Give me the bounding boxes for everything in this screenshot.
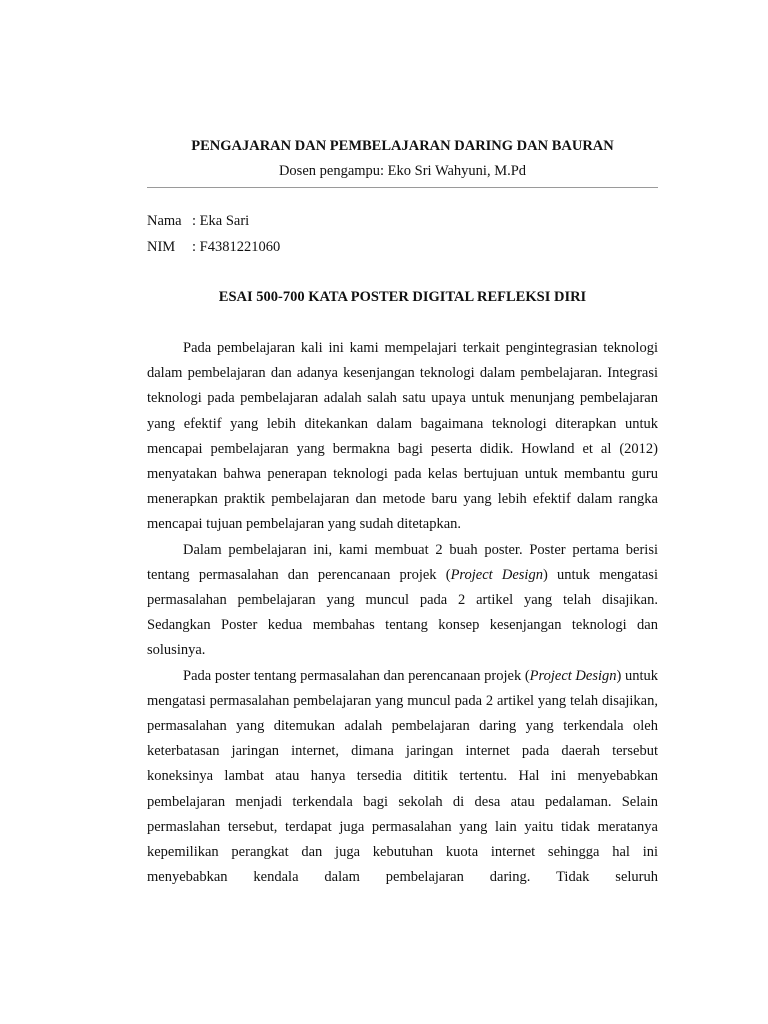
nim-value: : F4381221060 — [192, 239, 281, 255]
paragraph-3-text-b: ) untuk mengatasi permasalahan pembelajaran yang muncul pada 2 artikel yang telah disajikan, permasalahan yang ditemukan adalah pembelajaran daring yang terkendala oleh keterbatasan jaringan internet, dimana jaringan internet pada daerah tersebut koneksinya lambat atau hanya tersedia dititik tertentu. Hal ini menyebabkan pembelajaran menjadi terkendala bagi sekolah di desa atau pedalaman. Selain permaslahan tersebut, terdapat juga permasalahan yang lain yaitu tidak meratanya kepemilikan perangkat dan juga kebutuhan kuota internet sehingga hal ini menyebabkan kendala dalam pembelajaran daring. Tidak seluruh — [147, 667, 658, 886]
lecturer-line: Dosen pengampu: Eko Sri Wahyuni, M.Pd — [278, 163, 527, 179]
paragraph-3-text-a: Pada poster tentang permasalahan dan perencanaan projek ( — [183, 667, 530, 684]
paragraph-2-text-a: Dalam pembelajaran ini, kami membuat 2 buah poster. Poster pertama berisi tentang permasalahan dan perencanaan projek ( — [147, 541, 658, 583]
name-label: Nama — [147, 213, 182, 229]
paragraph-3 — [147, 664, 658, 891]
paragraph-2-italic: Project Design — [450, 566, 543, 583]
paragraph-2-text-b: ) untuk mengatasi permasalahan pembelajaran yang muncul pada 2 artikel yang telah disajikan. Sedangkan Poster kedua membahas tentang konsep kesenjangan teknologi dan solusinya. — [147, 566, 658, 659]
paragraph-3-italic: Project Design — [529, 667, 617, 684]
essay-body — [147, 336, 658, 890]
student-name-row — [147, 212, 249, 230]
name-value: : Eka Sari — [192, 213, 250, 229]
essay-title: ESAI 500-700 KATA POSTER DIGITAL REFLEKSI DIRI — [218, 289, 587, 305]
course-title: PENGAJARAN DAN PEMBELAJARAN DARING DAN BAURAN — [191, 138, 614, 154]
student-nim-row — [147, 238, 280, 256]
nim-label: NIM — [147, 239, 176, 255]
paragraph-1: Pada pembelajaran kali ini kami mempelajari terkait pengintegrasian teknologi dalam pembelajaran dan adanya kesenjangan teknologi dalam pembelajaran. Integrasi teknologi pada pembelajaran adalah salah satu upaya untuk menunjang pembelajaran yang efektif yang lebih ditekankan dalam bagaimana teknologi diterapkan untuk mencapai pembelajaran yang bermakna bagi peserta didik. Howland et al (2012) menyatakan bahwa penerapan teknologi pada kelas bertujuan untuk membantu guru menerapkan praktik pembelajaran dan metode baru yang lebih efektif dalam rangka mencapai tujuan pembelajaran yang sudah ditetapkan. — [147, 340, 658, 533]
paragraph-2 — [147, 538, 658, 664]
header-divider — [147, 187, 658, 188]
